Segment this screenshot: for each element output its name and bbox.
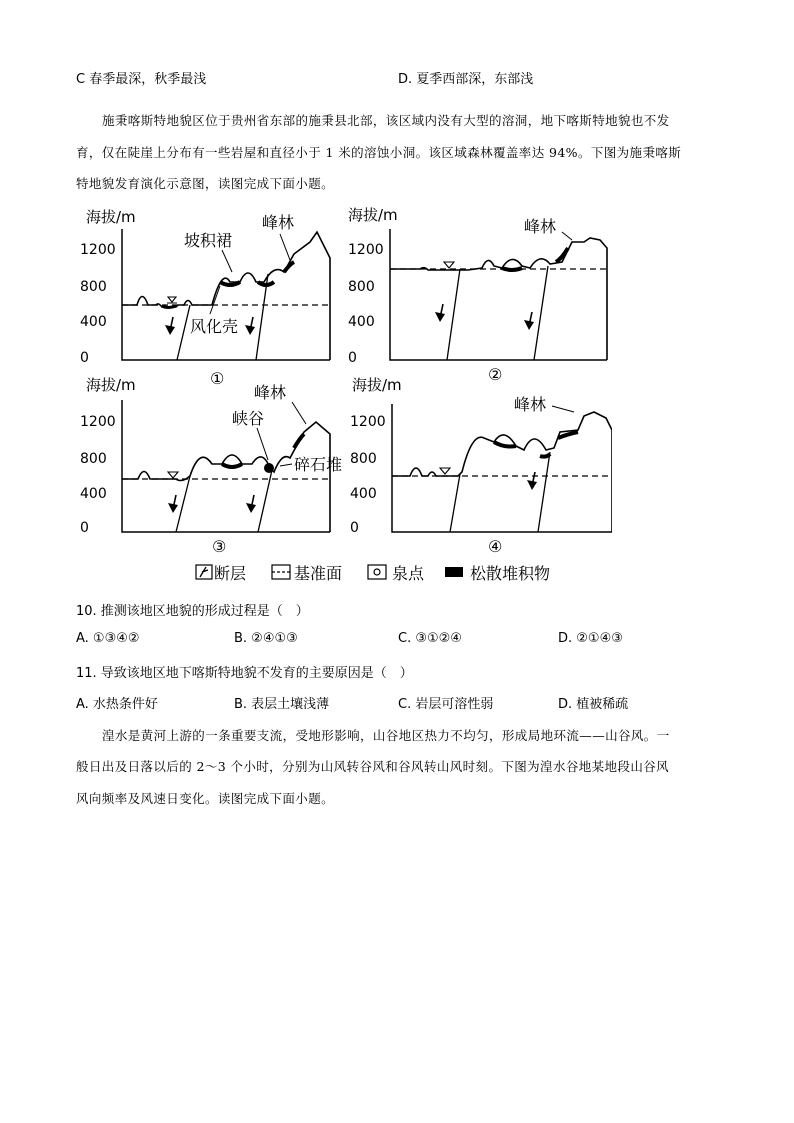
- panel4-y-label: 海拔/m: [352, 376, 402, 394]
- panel4-tick-0: 0: [350, 520, 359, 536]
- panel4-tick-1200: 1200: [350, 414, 386, 430]
- legend-spring: [368, 564, 425, 583]
- panel2-tick-800: 800: [348, 279, 375, 295]
- passage1-line2: 育，仅在陡崖上分布有一些岩屋和直径小于 1 米的溶蚀小洞。该区域森林覆盖率达 94%。下图为施秉喀斯: [76, 145, 682, 160]
- panel3-tick-0: 0: [80, 520, 89, 536]
- option-d-previous: D. 夏季西部深，东部浅: [398, 72, 534, 87]
- panel3-debris-label: 碎石堆: [294, 455, 343, 474]
- legend-fault: [196, 564, 246, 583]
- panel3-canyon-label: 峡谷: [232, 409, 265, 428]
- question-10-option-d[interactable]: D. ②①④③: [558, 631, 623, 646]
- panel2-tick-400: 400: [348, 314, 375, 330]
- panel2-y-label: 海拔/m: [348, 206, 398, 224]
- panel-4: [350, 376, 612, 556]
- panel1-tick-800: 800: [80, 279, 107, 295]
- panel1-number: ①: [210, 369, 225, 388]
- passage2-line1: 湟水是黄河上游的一条重要支流，受地形影响，山谷地区热力不均匀，形成局地环流——山谷风。一: [102, 728, 670, 743]
- question-10-option-c[interactable]: C. ③①②④: [398, 631, 462, 646]
- passage2-line3: 风向频率及风速日变化。读图完成下面小题。: [76, 791, 335, 806]
- panel3-peak-label: 峰林: [254, 383, 287, 402]
- passage2-line2: 般日出及日落以后的 2～3 个小时，分别为山风转谷风和谷风转山风时刻。下图为湟水谷地某地段山谷风: [76, 759, 670, 774]
- panel-2: [348, 206, 607, 384]
- legend-spring-label: 泉点: [392, 564, 425, 583]
- legend: [196, 564, 550, 583]
- panel1-weathering-label: 风化壳: [190, 317, 239, 336]
- question-10-option-b[interactable]: B. ②④①③: [234, 631, 298, 646]
- panel-1: [80, 208, 330, 388]
- legend-deposit-label: 松散堆积物: [470, 564, 551, 583]
- panel1-y-label: 海拔/m: [86, 208, 136, 226]
- panel1-tick-1200: 1200: [80, 242, 116, 258]
- panel1-talus-label: 坡积裙: [184, 231, 233, 250]
- passage1-line3: 特地貌发育演化示意图，读图完成下面小题。: [76, 176, 335, 191]
- legend-deposit: [445, 564, 550, 583]
- panel4-number: ④: [488, 537, 503, 556]
- question-11-option-b[interactable]: B. 表层土壤浅薄: [234, 697, 330, 712]
- question-11-option-d[interactable]: D. 植被稀疏: [558, 697, 629, 712]
- question-10-option-a[interactable]: A. ①③④②: [76, 631, 140, 646]
- question-11-option-a[interactable]: A. 水热条件好: [76, 697, 158, 712]
- panel-3: [80, 376, 342, 556]
- panel3-number: ③: [212, 537, 227, 556]
- panel2-peak-label: 峰林: [524, 217, 557, 236]
- panel3-tick-1200: 1200: [80, 414, 116, 430]
- legend-fault-label: 断层: [214, 564, 247, 583]
- panel2-tick-1200: 1200: [348, 242, 384, 258]
- question-11-option-c[interactable]: C. 岩层可溶性弱: [398, 697, 494, 712]
- legend-base-label: 基准面: [294, 564, 343, 583]
- passage1-line1: 施秉喀斯特地貌区位于贵州省东部的施秉县北部，该区域内没有大型的溶洞，地下喀斯特地貌也不发: [102, 113, 670, 128]
- panel1-tick-400: 400: [80, 314, 107, 330]
- panel2-number: ②: [488, 365, 503, 384]
- panel2-tick-0: 0: [348, 350, 357, 366]
- question-11-stem: 11. 导致该地区地下喀斯特地貌不发育的主要原因是（ ）: [76, 666, 413, 681]
- question-10-stem: 10. 推测该地区地貌的形成过程是（ ）: [76, 604, 309, 619]
- panel4-tick-400: 400: [350, 486, 377, 502]
- panel3-tick-400: 400: [80, 486, 107, 502]
- option-c-previous: C 春季最深，秋季最浅: [76, 72, 207, 87]
- panel1-tick-0: 0: [80, 350, 89, 366]
- panel4-peak-label: 峰林: [514, 395, 547, 414]
- panel3-tick-800: 800: [80, 451, 107, 467]
- legend-base: [272, 564, 342, 583]
- panel1-peak-label: 峰林: [262, 213, 295, 232]
- karst-evolution-figure: [72, 202, 612, 594]
- panel4-tick-800: 800: [350, 451, 377, 467]
- panel3-y-label: 海拔/m: [86, 376, 136, 394]
